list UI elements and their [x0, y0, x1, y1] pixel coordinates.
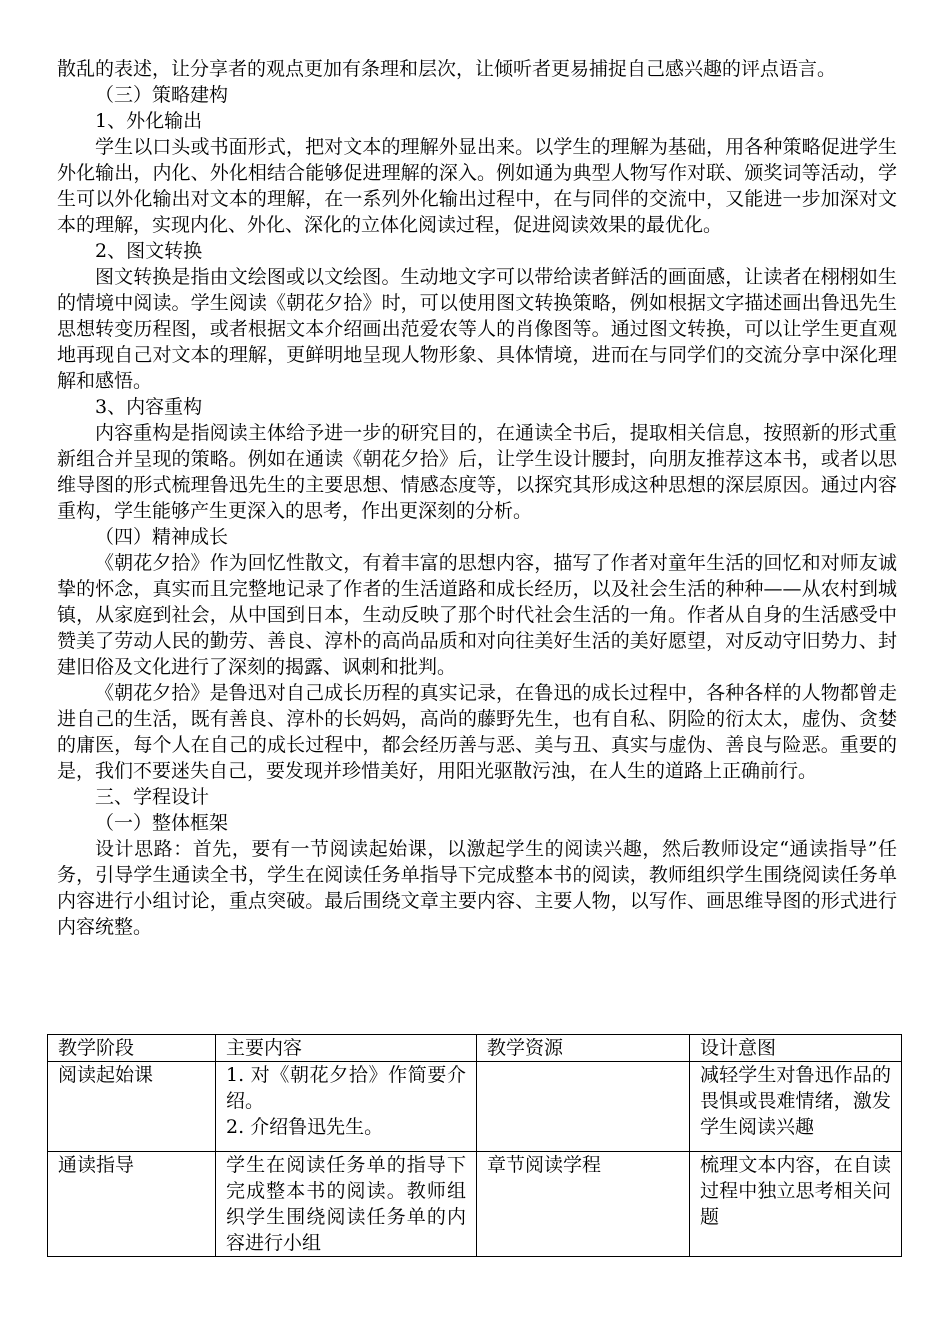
paragraph: 学生以口头或书面形式，把对文本的理解外显出来。以学生的理解为基础，用各种策略促进学生外化输出，内化、外化相结合能够促进理解的深入。例如通为典型人物写作对联、颁奖词等活动，学生可以外化输出对文本的理解，在一系列外化输出过程中，在与同伴的交流中，又能进一步加深对文本的理解，实现内化、外化、深化的立体化阅读过程，促进阅读效果的最优化。	[57, 136, 897, 236]
chapter-heading: 三、学程设计	[95, 786, 210, 808]
paragraph: 图文转换是指由文绘图或以文绘图。生动地文字可以带给读者鲜活的画面感，让读者在栩栩如生的情境中阅读。学生阅读《朝花夕拾》时，可以使用图文转换策略，例如根据文字描述画出鲁迅先生思想转变历程图，或者根据文本介绍画出范爱农等人的肖像图等。通过图文转换，可以让学生更直观地再现自己对文本的理解，更鲜明地呈现人物形象、具体情境，进而在与同学们的交流分享中深化理解和感悟。	[57, 266, 897, 392]
paragraph: 《朝花夕拾》是鲁迅对自己成长历程的真实记录，在鲁迅的成长过程中，各种各样的人物都曾走进自己的生活，既有善良、淳朴的长妈妈，高尚的藤野先生，也有自私、阴险的衍太太，虚伪、贪婪的庸医，每个人在自己的成长过程中，都会经历善与恶、美与丑、真实与虚伪、善良与险恶。重要的是，我们不要迷失自己，要发现并珍惜美好，用阳光驱散污浊，在人生的道路上正确前行。	[57, 682, 897, 782]
content-cell	[216, 1062, 477, 1152]
subsection-heading: 3、内容重构	[95, 396, 203, 418]
stage-cell: 通读指导	[48, 1152, 216, 1257]
content-line: 1. 对《朝花夕拾》作简要介绍。	[226, 1064, 466, 1112]
content-line: 2. 介绍鲁迅先生。	[226, 1116, 384, 1138]
table-row	[48, 1062, 902, 1152]
section-heading: （一）整体框架	[95, 812, 229, 834]
subsection-heading: 2、图文转换	[95, 240, 203, 262]
paragraph: 散乱的表述，让分享者的观点更加有条理和层次，让倾听者更易捕捉自己感兴趣的评点语言。	[57, 58, 837, 80]
paragraph: 《朝花夕拾》作为回忆性散文，有着丰富的思想内容，描写了作者对童年生活的回忆和对师友诚挚的怀念，真实而且完整地记录了作者的生活道路和成长经历，以及社会生活的种种——从农村到城镇，从家庭到社会，从中国到日本，生动反映了那个时代社会生活的一角。作者从自身的生活感受中赞美了劳动人民的勤劳、善良、淳朴的高尚品质和对向往美好生活的美好愿望，对反动守旧势力、封建旧俗及文化进行了深刻的揭露、讽刺和批判。	[57, 552, 897, 678]
section-heading: （四）精神成长	[95, 526, 229, 548]
content-line: 学生在阅读任务单的指导下完成整本书的阅读。教师组织学生围绕阅读任务单的内容进行小组	[226, 1154, 466, 1254]
stage-cell: 阅读起始课	[48, 1062, 216, 1152]
paragraph: 内容重构是指阅读主体给予进一步的研究目的，在通读全书后，提取相关信息，按照新的形式重新组合并呈现的策略。例如在通读《朝花夕拾》后，让学生设计腰封，向朋友推荐这本书，或者以思维导图的形式梳理鲁迅先生的主要思想、情感态度等，以探究其形成这种思想的深层原因。通过内容重构，学生能够产生更深入的思考，作出更深刻的分析。	[57, 422, 897, 522]
intent-cell: 减轻学生对鲁迅作品的畏惧或畏难情绪，激发学生阅读兴趣	[690, 1062, 902, 1152]
section-heading: （三）策略建构	[95, 84, 229, 106]
table-row	[48, 1152, 902, 1257]
table-header-cell: 设计意图	[690, 1035, 902, 1062]
resource-cell	[477, 1062, 690, 1152]
table-header-cell: 教学阶段	[48, 1035, 216, 1062]
paragraph: 设计思路：首先，要有一节阅读起始课，以激起学生的阅读兴趣，然后教师设定“通读指导”任务，引导学生通读全书，学生在阅读任务单指导下完成整本书的阅读，教师组织学生围绕阅读任务单内容进行小组讨论，重点突破。最后围绕文章主要内容、主要人物，以写作、画思维导图的形式进行内容统整。	[57, 838, 897, 938]
table-header-row	[48, 1035, 902, 1062]
intent-cell: 梳理文本内容，在自读过程中独立思考相关问题	[690, 1152, 902, 1257]
subsection-heading: 1、外化输出	[95, 110, 203, 132]
table-header-cell: 主要内容	[216, 1035, 477, 1062]
content-cell	[216, 1152, 477, 1257]
course-design-table	[47, 1034, 902, 1257]
body-text	[57, 56, 897, 940]
table-header-cell: 教学资源	[477, 1035, 690, 1062]
resource-cell: 章节阅读学程	[477, 1152, 690, 1257]
